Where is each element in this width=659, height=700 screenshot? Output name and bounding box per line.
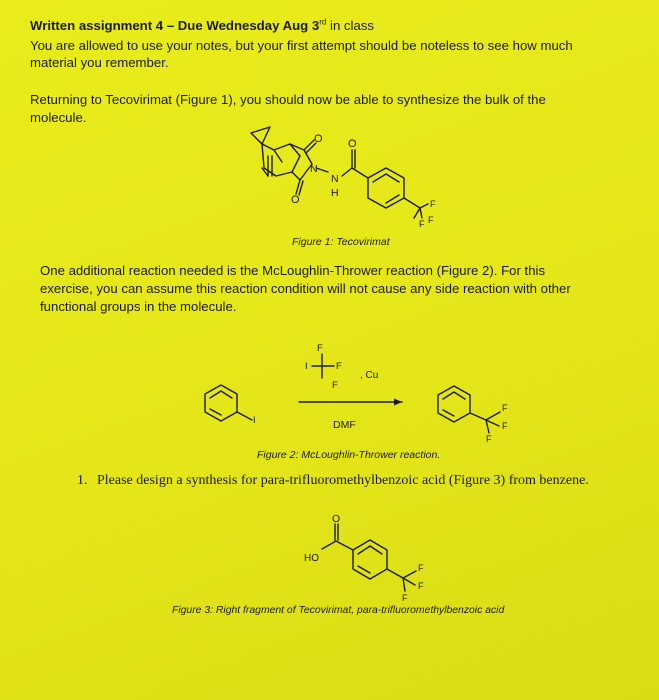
notes-line-1: You are allowed to use your notes, but your first attempt should be noteless to see how much — [30, 38, 573, 53]
question-number: 1. — [77, 473, 88, 488]
reagent-f-right: F — [336, 361, 342, 372]
product-f2: F — [502, 421, 508, 431]
fig1-n1: N — [310, 163, 318, 175]
reaction-line-2: exercise, you can assume this reaction condition will not cause any side reaction with other — [40, 281, 571, 296]
fig3-f2: F — [418, 581, 424, 591]
reagent-cu: , Cu — [360, 370, 379, 381]
intro-line-1: Returning to Tecovirimat (Figure 1), you should now be able to synthesize the bulk of the — [30, 92, 546, 107]
reaction-line-1: One additional reaction needed is the McLoughlin-Thrower reaction (Figure 2). For this — [40, 263, 546, 278]
figure3-caption: Figure 3: Right fragment of Tecovirimat, para-trifluoromethylbenzoic acid — [172, 605, 505, 616]
sm-iodo-label: I — [253, 415, 256, 425]
fig3-f3: F — [402, 593, 408, 603]
fig1-o-bottom: O — [291, 194, 300, 206]
title-tail: in class — [326, 18, 374, 33]
fig1-n2: N — [331, 173, 339, 185]
notes-line-2: material you remember. — [30, 55, 169, 70]
fig1-o-top: O — [314, 133, 323, 145]
reaction-line-3: functional groups in the molecule. — [40, 299, 237, 314]
solvent-label: DMF — [333, 419, 356, 431]
title-superscript: rd — [319, 17, 327, 27]
product-f3: F — [486, 434, 492, 444]
figure1-caption: Figure 1: Tecovirimat — [292, 236, 390, 248]
title-text: Written assignment 4 – Due Wednesday Aug 3 — [30, 18, 320, 33]
fig1-f2: F — [419, 219, 425, 229]
question-text: Please design a synthesis for para-trifluoromethylbenzoic acid (Figure 3) from benzene. — [97, 473, 589, 488]
fig1-f3: F — [428, 215, 434, 225]
fig1-o-amide: O — [348, 138, 357, 150]
fig3-f1: F — [418, 563, 424, 573]
figure2-caption: Figure 2: McLoughlin-Thrower reaction. — [257, 449, 441, 461]
reagent-iodine: I — [305, 361, 308, 372]
intro-line-2: molecule. — [30, 110, 87, 125]
fig3-o: O — [332, 513, 341, 525]
fig1-h: H — [331, 187, 339, 199]
fig3-ho: HO — [304, 553, 319, 564]
fig1-f1: F — [430, 199, 436, 209]
product-f1: F — [502, 403, 508, 413]
reagent-f-top: F — [317, 343, 323, 354]
reagent-f-bottom: F — [332, 380, 338, 391]
